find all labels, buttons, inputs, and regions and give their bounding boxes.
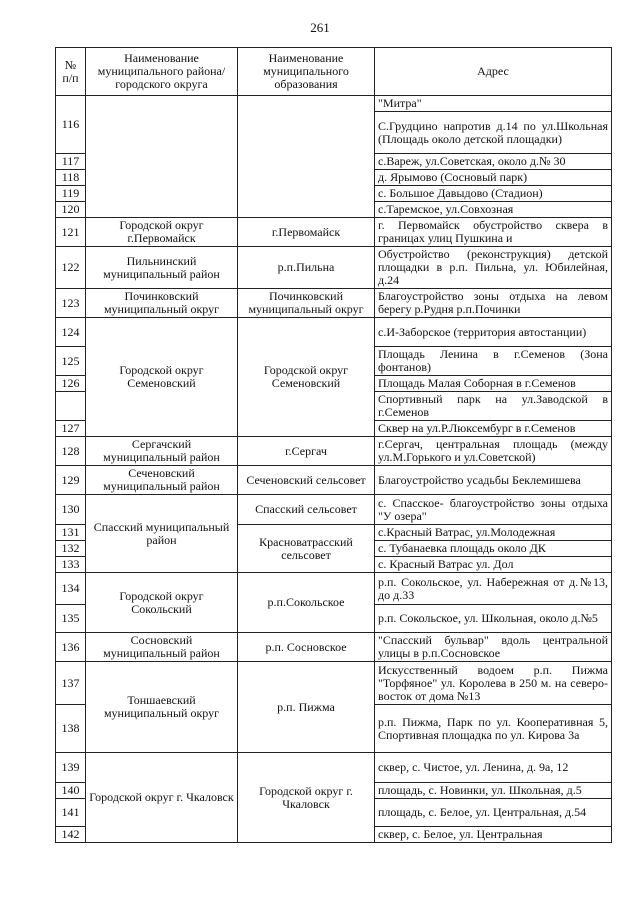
address-cell: с.Таремское, ул.Совхозная [375, 202, 612, 218]
row-number: 135 [56, 605, 86, 633]
row-number: 117 [56, 154, 86, 170]
address-cell: площадь, с. Новинки, ул. Школьная, д.5 [375, 783, 612, 799]
address-cell: Обустройство (реконструкция) детской площадки в р.п. Пильна, ул. Юбилейная, д.24 [375, 247, 612, 289]
district-cell: Городской округ Сокольский [86, 573, 238, 633]
table-row [56, 218, 612, 247]
municipality-cell: Починковский муниципальный округ [238, 289, 375, 318]
municipality-cell: Спасский сельсовет [238, 495, 375, 525]
table-row [56, 662, 612, 705]
header-municipality: Наименование муниципального образования [238, 48, 375, 96]
address-cell: с. Тубанаевка площадь около ДК [375, 541, 612, 557]
address-cell: Благоустройство усадьбы Беклемишева [375, 466, 612, 495]
table-row [56, 96, 612, 112]
address-cell: с. Большое Давыдово (Стадион) [375, 186, 612, 202]
district-cell: Починковский муниципальный округ [86, 289, 238, 318]
address-cell: сквер, с. Белое, ул. Центральная [375, 827, 612, 843]
district-cell: Городской округ Семеновский [86, 318, 238, 437]
table-row [56, 437, 612, 466]
row-number: 123 [56, 289, 86, 318]
row-number: 131 [56, 525, 86, 541]
row-number: 130 [56, 495, 86, 525]
table-row [56, 466, 612, 495]
address-cell: Спортивный парк на ул.Заводской в г.Семенов [375, 392, 612, 421]
district-cell: Сеченовский муниципальный район [86, 466, 238, 495]
municipality-cell: Сеченовский сельсовет [238, 466, 375, 495]
municipality-cell: г.Сергач [238, 437, 375, 466]
row-number: 142 [56, 827, 86, 843]
address-cell: сквер, с. Чистое, ул. Ленина, д. 9а, 12 [375, 753, 612, 783]
address-cell: "Спасский бульвар" вдоль центральной улицы в р.п.Сосновское [375, 633, 612, 662]
row-number: 119 [56, 186, 86, 202]
municipality-cell: Красноватрасский сельсовет [238, 525, 375, 573]
district-cell: Городской округ г. Чкаловск [86, 753, 238, 843]
address-cell: площадь, с. Белое, ул. Центральная, д.54 [375, 799, 612, 827]
address-cell: с. Красный Ватрас ул. Дол [375, 557, 612, 573]
row-number: 134 [56, 573, 86, 605]
district-cell: Городской округ г.Первомайск [86, 218, 238, 247]
municipality-cell: Городской округ г. Чкаловск [238, 753, 375, 843]
address-cell: д. Ярымово (Сосновый парк) [375, 170, 612, 186]
row-number: 138 [56, 705, 86, 753]
table-row [56, 495, 612, 525]
row-number: 125 [56, 347, 86, 376]
district-cell: Сосновский муниципальный район [86, 633, 238, 662]
address-cell: Благоустройство зоны отдыха на левом берегу р.Рудня р.п.Починки [375, 289, 612, 318]
table-row [56, 633, 612, 662]
row-number: 141 [56, 799, 86, 827]
municipality-cell: р.п.Сокольское [238, 573, 375, 633]
address-cell: г.Сергач, центральная площадь (между ул.М.Горького и ул.Советской) [375, 437, 612, 466]
registry-table [55, 47, 612, 843]
address-cell: с. Спасское- благоустройство зоны отдыха "У озера" [375, 495, 612, 525]
municipality-cell: г.Первомайск [238, 218, 375, 247]
municipality-cell [238, 96, 375, 218]
row-number: 128 [56, 437, 86, 466]
row-number: 120 [56, 202, 86, 218]
row-number: 129 [56, 466, 86, 495]
address-cell: с.Красный Ватрас, ул.Молодежная [375, 525, 612, 541]
row-number: 121 [56, 218, 86, 247]
district-cell: Сергачский муниципальный район [86, 437, 238, 466]
municipality-cell: р.п. Сосновское [238, 633, 375, 662]
row-number: 132 [56, 541, 86, 557]
municipality-cell: р.п.Пильна [238, 247, 375, 289]
row-number: 137 [56, 662, 86, 705]
district-cell: Пильнинский муниципальный район [86, 247, 238, 289]
row-number: 118 [56, 170, 86, 186]
row-number: 133 [56, 557, 86, 573]
row-number: 122 [56, 247, 86, 289]
address-cell: Площадь Малая Соборная в г.Семенов [375, 376, 612, 392]
row-number: 136 [56, 633, 86, 662]
district-cell [86, 96, 238, 218]
address-cell: р.п. Пижма, Парк по ул. Кооперативная 5, Спортивная площадка по ул. Кирова 3а [375, 705, 612, 753]
table-row [56, 318, 612, 347]
municipality-cell: р.п. Пижма [238, 662, 375, 753]
row-number: 140 [56, 783, 86, 799]
address-cell: С.Грудцино напротив д.14 по ул.Школьная (Площадь около детской площадки) [375, 112, 612, 154]
table-row [56, 289, 612, 318]
address-cell: г. Первомайск обустройство сквера в границах улиц Пушкина и [375, 218, 612, 247]
row-number: 126 [56, 376, 86, 392]
header-district: Наименование муниципального района/ городского округа [86, 48, 238, 96]
address-cell: с.Вареж, ул.Советская, около д.№ 30 [375, 154, 612, 170]
row-number: 127 [56, 421, 86, 437]
address-cell: Площадь Ленина в г.Семенов (Зона фонтанов) [375, 347, 612, 376]
address-cell: р.п. Сокольское, ул. Набережная от д.№13, до д.33 [375, 573, 612, 605]
district-cell: Спасский муниципальный район [86, 495, 238, 573]
district-cell: Тоншаевский муниципальный округ [86, 662, 238, 753]
address-cell: с.И-Заборское (территория автостанции) [375, 318, 612, 347]
table-row [56, 573, 612, 605]
row-number: 124 [56, 318, 86, 347]
address-cell: р.п. Сокольское, ул. Школьная, около д.№5 [375, 605, 612, 633]
table-row [56, 753, 612, 783]
header-row [56, 48, 612, 96]
address-cell: Сквер на ул.Р.Люксембург в г.Семенов [375, 421, 612, 437]
municipality-cell: Городской округ Семеновский [238, 318, 375, 437]
table-row [56, 247, 612, 289]
page-number: 261 [310, 20, 330, 35]
header-address: Адрес [375, 48, 612, 96]
header-num: № п/п [56, 48, 86, 96]
row-number [56, 392, 86, 421]
address-cell: Искусственный водоем р.п. Пижма "Торфяное" ул. Королева в 250 м. на северо-восток от дома №13 [375, 662, 612, 705]
row-number: 116 [56, 96, 86, 154]
address-cell: "Митра" [375, 96, 612, 112]
row-number: 139 [56, 753, 86, 783]
